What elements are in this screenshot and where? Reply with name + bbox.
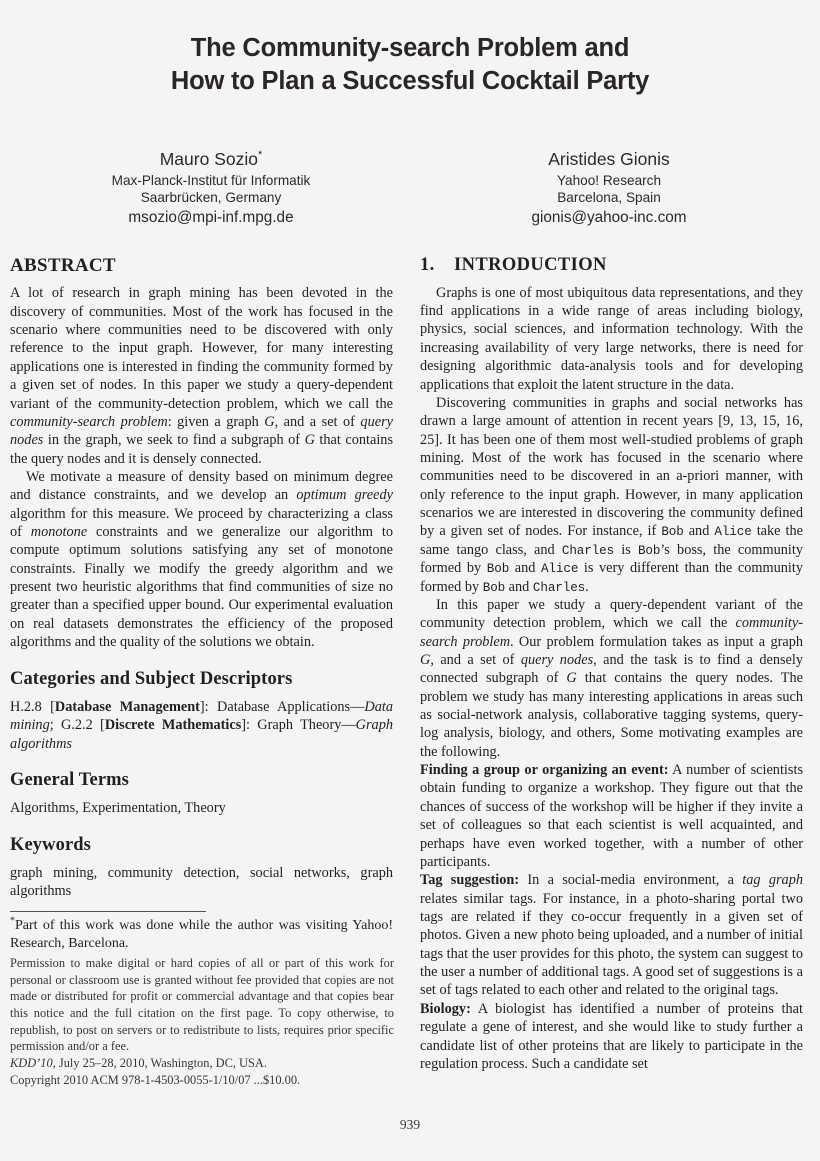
intro-p3-math-2: G (566, 670, 577, 687)
abstract-p1-emph-2: query nodes (10, 413, 393, 449)
example-lead-finding-group: Finding a group or organizing an event: (420, 762, 669, 779)
intro-p3-part-d: , and the task is to find a densely connected subgraph of (420, 651, 804, 687)
copyright-permission: Permission to make digital or hard copies of all or part of this work for personal or classroom use is granted without fee provided that copies are not made or distributed for profit or commercial advantage and that copies bear this notice and the full citation on the first page. To copy otherwise, to republish, to post on servers or to redistribute to lists, requires prior specific permission and/or a fee. (10, 956, 394, 1054)
abstract-p2-part-b: algorithm for this measure. We proceed by characterizing a class of (10, 505, 393, 541)
intro-p3-emph-2: query nodes (520, 651, 594, 668)
example-paragraph-tag-suggestion (420, 871, 803, 1000)
abstract-p2-part-a: We motivate a measure of density based on minimum degree and distance constraints, and we develop an (10, 468, 393, 504)
intro-p2-name-charles-2: Charles (532, 580, 586, 595)
intro-p3-part-e: that contains the query nodes. The problem we study has many interesting applications in areas such as social-network analysis, collaborative tagging systems, query-log analysis, biology, and others, Some motivating examples are the following. (420, 670, 803, 760)
intro-p2-part-e: ’s boss, the community formed by (420, 541, 803, 577)
title-line-2: How to Plan a Successful Cocktail Party (170, 67, 650, 96)
intro-p3-math-1: G (420, 651, 431, 668)
example-text-finding-group: A number of scientists obtain funding to organize a workshop. They figure out that the chances of success of the workshop will be higher if they invite a set of colleagues so that each scientist is well acquainted, and perhaps have even worked together, with a number of other participants. (420, 762, 804, 870)
abstract-p1-part-a: A lot of research in graph mining has been devoted in the discovery of communities. Most of the work has focused in the scenario where communities need to be discovered with only reference to the input graph. However, for many interesting applications one is interested in finding the community formed by a given set of nodes. In this paper we study a query-dependent variant of the community-detection problem, which we call the (10, 285, 393, 412)
author-footnote (10, 917, 393, 953)
author-1-name-text: Mauro Sozio (159, 149, 258, 170)
intro-p2-part-d: is (614, 541, 638, 558)
copyright-block (10, 955, 394, 1088)
intro-p2-name-bob-1: Bob (661, 525, 684, 540)
author-1-email: msozio@mpi-inf.mpg.de (128, 209, 294, 227)
intro-p3-part-b: . Our problem formulation takes as input a graph (510, 633, 803, 650)
footnote-text: Part of this work was done while the author was visiting Yahoo! Research, Barcelona. (10, 918, 393, 952)
abstract-p1-part-c: , and a set of (274, 413, 361, 430)
example-lead-tag-suggestion: Tag suggestion: (420, 872, 520, 889)
author-1-location: Saarbrücken, Germany (140, 190, 282, 206)
abstract-paragraph-1 (10, 284, 393, 468)
author-2-affiliation: Yahoo! Research (556, 172, 662, 188)
author-2-location: Barcelona, Spain (557, 190, 661, 206)
general-terms-text: Algorithms, Experimentation, Theory (10, 800, 226, 817)
footnote-marker: * (10, 915, 15, 927)
author-2-email: gionis@yahoo-inc.com (531, 209, 687, 227)
intro-p3-emph-1: community-search problem (420, 615, 803, 650)
abstract-p1-math-1: G (264, 413, 275, 430)
abstract-p2-emph-2: monotone (30, 524, 88, 541)
intro-paragraph-1: Graphs is one of most ubiquitous data representations, and they find applications in a wide range of areas including biology, physics, social sciences, and information technology. With the increasing availability of very large networks, there is need for designing algorithmic data-analysis tools and for developing applications that exploit the latent structure in the data. (420, 284, 803, 393)
categories-bold-1: Database Management (54, 698, 200, 715)
categories-text (10, 698, 393, 753)
right-column (418, 255, 803, 1074)
categories-bold-2: Discrete Mathematics (104, 717, 242, 734)
intro-p2-name-charles-1: Charles (561, 543, 615, 558)
categories-emph-1: Data mining (10, 698, 394, 734)
categories-text-2: ; G.2.2 [ (49, 717, 105, 734)
copyright-venue-details: , July 25–28, 2010, Washington, DC, USA. (52, 1056, 267, 1071)
categories-emph-2: Graph algorithms (10, 717, 394, 752)
author-2 (410, 148, 808, 228)
author-1-footnote-marker: * (257, 149, 263, 162)
intro-p3-part-a: In this paper we study a query-dependent variant of the community detection problem, which we call the (420, 596, 803, 632)
intro-p2-part-c: take the same tango class, and (420, 523, 803, 558)
intro-p3-part-c: , and a set of (430, 651, 521, 668)
intro-p2-part-h: and (505, 578, 533, 595)
categories-heading: Categories and Subject Descriptors (10, 668, 293, 689)
body-columns (0, 255, 820, 1074)
intro-p2-name-bob-2: Bob (637, 543, 661, 558)
intro-p2-name-bob-4: Bob (482, 580, 506, 595)
title-line-1: The Community-search Problem and (190, 34, 630, 62)
intro-paragraph-2 (420, 394, 803, 596)
intro-p2-name-alice-1: Alice (714, 525, 752, 540)
abstract-p1-math-2: G (304, 432, 315, 449)
intro-paragraph-3 (420, 596, 803, 761)
example-text-tag-b: relates similar tags. For instance, in a photo-sharing portal two tags are related if they co-occur frequently in a given set of photos. Given a new photo being uploaded, and a number of initial tags that the user provides for this photo, the system can suggest to the user a number of additional tags. A good set of suggestions is a set of tags related to each other and related to the original tags. (420, 890, 803, 999)
categories-code-1: H.2.8 [ (10, 698, 55, 715)
abstract-p1-part-d: in the graph, we seek to find a subgraph of (43, 432, 305, 449)
page-number: 939 (399, 1117, 421, 1132)
intro-p2-part-a: Discovering communities in graphs and social networks has drawn a large amount of attention in recent years [9, 13, 15, 16, 25]. It has been one of them most well-studied problems of graph mining. Most of the work has focused in the scenario where communities need to be discovered in an a-priori manner, with only reference to the input graph. However, in many application scenarios we are interested in discovering the community defined by a given set of nodes. For instance, if (420, 394, 803, 540)
categories-text-1: ]: Database Applications— (199, 698, 365, 715)
footnote-separator-rule (10, 911, 206, 912)
page-title (70, 32, 750, 98)
abstract-heading: ABSTRACT (10, 254, 116, 276)
introduction-heading-text: INTRODUCTION (454, 254, 607, 275)
author-1 (12, 148, 410, 228)
copyright-venue-name: KDD’10 (10, 1056, 53, 1071)
abstract-paragraph-2 (10, 468, 393, 652)
abstract-p1-part-b: : given a graph (167, 413, 265, 430)
left-column (8, 255, 393, 954)
author-2-name (410, 148, 808, 170)
author-block (0, 148, 820, 228)
example-emph-tag-graph: tag graph (742, 872, 803, 889)
introduction-section-number: 1. (420, 254, 435, 275)
abstract-p1-emph-1: community-search problem (10, 413, 168, 430)
intro-p2-part-b: and (683, 523, 715, 540)
author-1-affiliation: Max-Planck-Institut für Informatik (111, 172, 311, 188)
keywords-heading: Keywords (10, 834, 91, 855)
keywords-text: graph mining, community detection, social networks, graph algorithms (10, 864, 393, 900)
abstract-p2-part-c: constraints and we generalize our algorithm to compute optimum solutions satisfying any set of monotone constraints. Finally we modify the greedy algorithm and we present two heuristic algorithms that find communities of size no greater than a specified upper bound. Our experimental evaluation on real datasets demonstrates the efficiency of the proposed algorithms and the quality of the solutions we obtain. (10, 524, 393, 651)
example-text-biology: A biologist has identified a number of proteins that regulate a gene of interest, and she would like to study further a candidate list of other proteins that are likely to participate in the regulation process. Such a candidate set (420, 1000, 803, 1072)
example-paragraph-finding-group (420, 761, 803, 871)
abstract-p1-part-e: that contains the query nodes and it is densely connected. (10, 432, 394, 467)
copyright-acm: Copyright 2010 ACM 978-1-4503-0055-1/10/07 ...$10.00. (10, 1072, 301, 1087)
example-text-tag-a: In a social-media environment, a (519, 872, 743, 889)
categories-text-3: ]: Graph Theory— (241, 717, 356, 734)
copyright-venue (10, 1055, 394, 1072)
author-2-name-text: Aristides Gionis (548, 149, 670, 170)
general-terms-heading: General Terms (10, 769, 129, 790)
author-1-name (12, 148, 410, 170)
example-paragraph-biology (420, 1000, 803, 1073)
intro-p2-part-i: . (585, 578, 589, 595)
title-block (0, 0, 820, 98)
intro-p2-name-alice-2: Alice (541, 562, 579, 577)
intro-p2-part-f: and (509, 560, 541, 577)
intro-p2-name-bob-3: Bob (486, 562, 510, 577)
intro-p2-part-g: is very different than the community formed by (420, 560, 803, 595)
abstract-p2-emph-1: optimum greedy (296, 487, 393, 504)
introduction-heading (420, 255, 803, 276)
example-lead-biology: Biology: (420, 1000, 471, 1017)
